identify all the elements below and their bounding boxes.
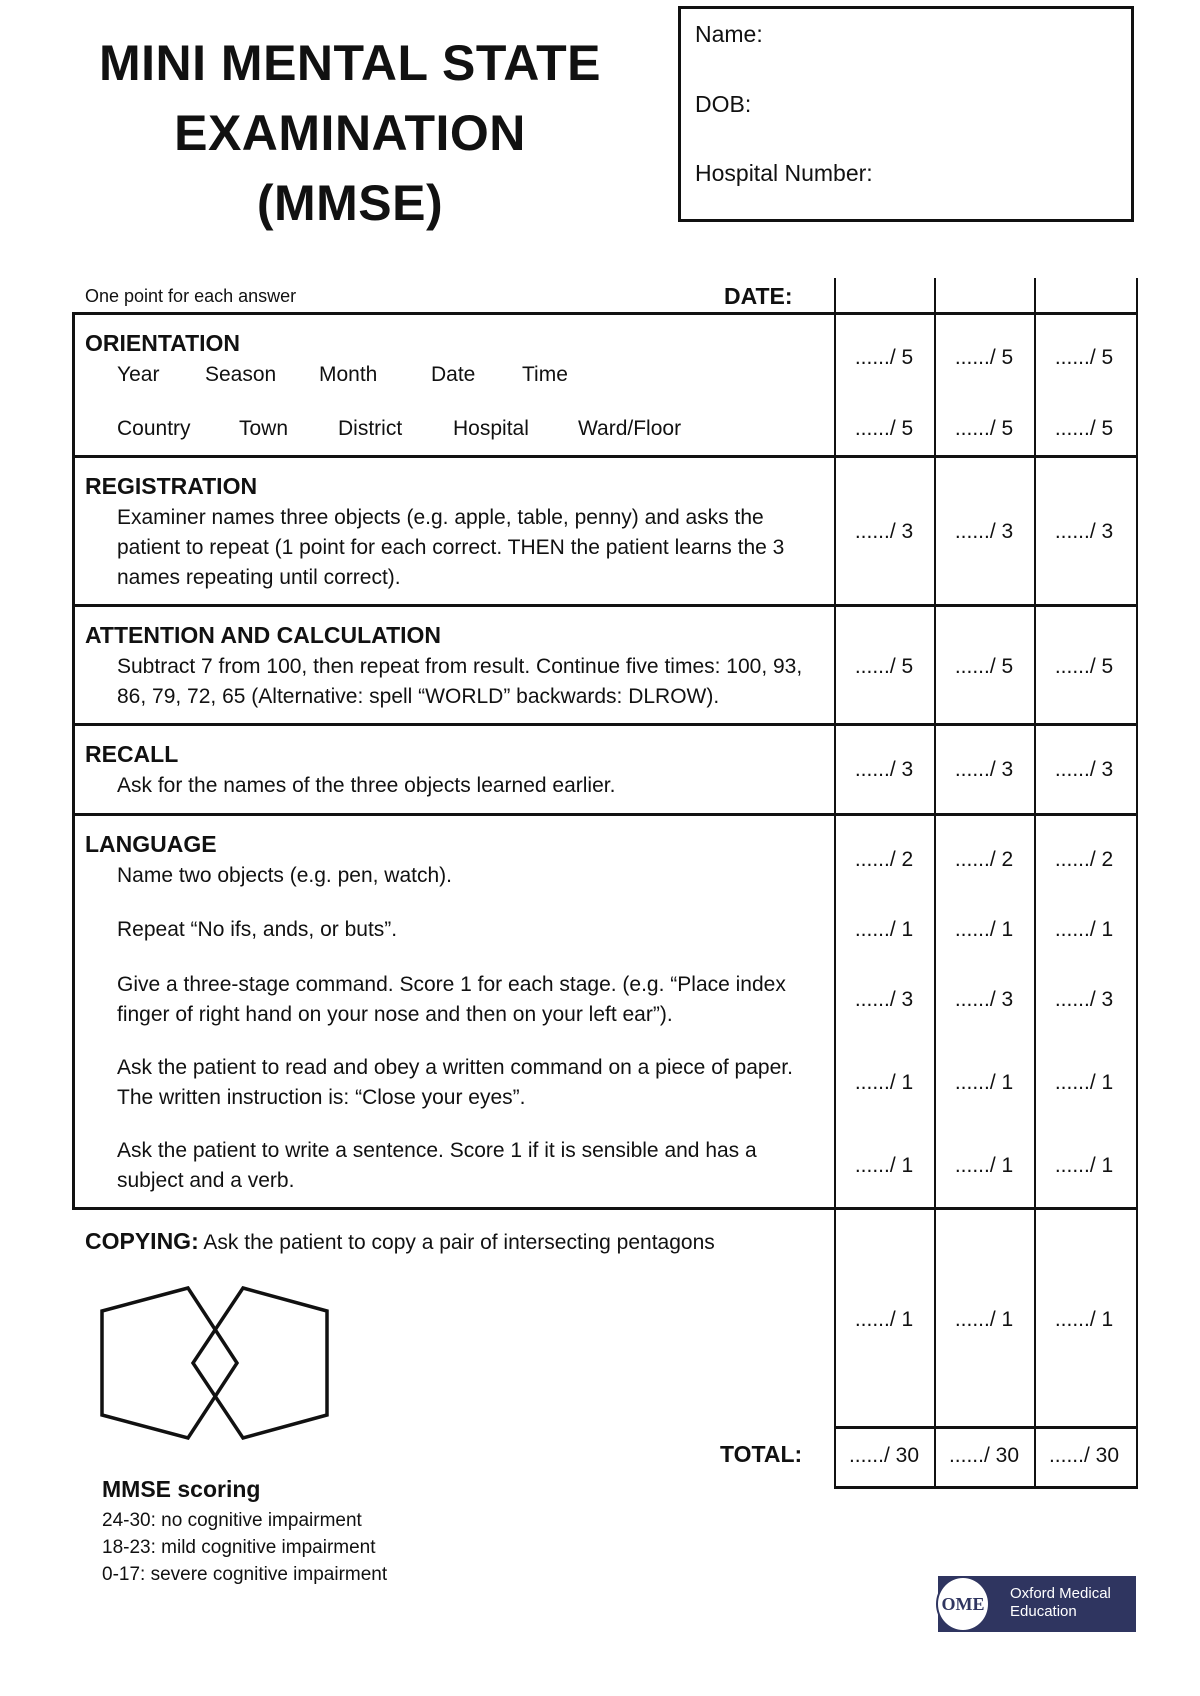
- total-bottom-line: [834, 1486, 1138, 1489]
- language-item-3: Give a three-stage command. Score 1 for each stage. (e.g. “Place index finger of right hand on your nose and then on your left ear”).: [117, 973, 786, 1026]
- word-country: Country: [117, 417, 191, 440]
- title-line-3: (MMSE): [256, 175, 444, 231]
- total-label: TOTAL:: [720, 1441, 803, 1467]
- score-field[interactable]: ....../ 3: [1054, 988, 1114, 1011]
- score-field[interactable]: ....../ 5: [954, 655, 1014, 678]
- scoring-line: 0-17: severe cognitive impairment: [102, 1564, 388, 1585]
- orientation-title: ORIENTATION: [85, 330, 241, 356]
- row-line: [72, 1207, 1138, 1210]
- score-field[interactable]: ....../ 2: [954, 848, 1014, 871]
- word-month: Month: [319, 363, 378, 386]
- oxford-medical-education-logo: [938, 1576, 1136, 1632]
- score-field[interactable]: ....../ 5: [1054, 417, 1114, 440]
- language-item-4: Ask the patient to read and obey a written command on a piece of paper. The written instruction is: “Close your eyes”.: [117, 1056, 793, 1109]
- score-field[interactable]: ....../ 5: [854, 417, 914, 440]
- score-field[interactable]: ....../ 5: [954, 417, 1014, 440]
- total-score-field[interactable]: ....../ 30: [1048, 1444, 1120, 1467]
- score-field[interactable]: ....../ 1: [954, 1154, 1014, 1177]
- word-town: Town: [239, 417, 289, 440]
- row-line: [72, 813, 1138, 816]
- total-score-field[interactable]: ....../ 30: [848, 1444, 920, 1467]
- score-field[interactable]: ....../ 3: [854, 520, 914, 543]
- score-field[interactable]: ....../ 2: [854, 848, 914, 871]
- score-field[interactable]: ....../ 1: [854, 1308, 914, 1331]
- intersecting-pentagons-figure: [96, 1282, 336, 1442]
- language-item-5: Ask the patient to write a sentence. Score 1 if it is sensible and has a subject and a verb.: [117, 1139, 757, 1192]
- score-field[interactable]: ....../ 3: [854, 758, 914, 781]
- copying-title: COPYING:: [85, 1228, 199, 1254]
- score-field[interactable]: ....../ 5: [854, 655, 914, 678]
- score-field[interactable]: ....../ 1: [954, 1071, 1014, 1094]
- logo-mark: OME: [936, 1576, 990, 1632]
- score-field[interactable]: ....../ 5: [1054, 346, 1114, 369]
- row-line: [72, 455, 1138, 458]
- language-item-2: Repeat “No ifs, ands, or buts”.: [117, 918, 398, 941]
- patient-details-box: [678, 6, 1134, 222]
- total-top-line: [834, 1426, 1138, 1429]
- score-field[interactable]: ....../ 1: [954, 1308, 1014, 1331]
- registration-description: Examiner names three objects (e.g. apple, table, penny) and asks the patient to repeat (1 point for each correct. THEN the patient learns the 3 names repeating until correct).: [117, 506, 785, 589]
- recall-description: Ask for the names of the three objects learned earlier.: [117, 774, 616, 797]
- registration-title: REGISTRATION: [85, 473, 258, 499]
- word-district: District: [338, 417, 403, 440]
- word-hospital: Hospital: [453, 417, 529, 440]
- header-note: One point for each answer: [85, 286, 297, 306]
- score-field[interactable]: ....../ 3: [954, 758, 1014, 781]
- score-field[interactable]: ....../ 3: [954, 988, 1014, 1011]
- logo-text: [1010, 1585, 1111, 1621]
- score-field[interactable]: ....../ 1: [1054, 1154, 1114, 1177]
- date-label: DATE:: [724, 283, 793, 309]
- score-field[interactable]: ....../ 3: [1054, 520, 1114, 543]
- recall-title: RECALL: [85, 741, 179, 767]
- pentagon-right: [193, 1288, 327, 1438]
- orientation-row-1: [117, 360, 827, 390]
- word-time: Time: [522, 363, 568, 386]
- hospital-number-field[interactable]: Hospital Number:: [695, 160, 873, 186]
- orientation-row-2: [117, 414, 827, 444]
- copying-line: [85, 1226, 715, 1258]
- dob-field[interactable]: DOB:: [695, 91, 752, 117]
- score-field[interactable]: ....../ 1: [1054, 1308, 1114, 1331]
- score-field[interactable]: ....../ 1: [854, 1071, 914, 1094]
- scoring-line: 18-23: mild cognitive impairment: [102, 1537, 376, 1558]
- logo-line-1: Oxford Medical: [1010, 1585, 1111, 1602]
- score-field[interactable]: ....../ 1: [1054, 1071, 1114, 1094]
- column-divider-4: [1136, 278, 1138, 1488]
- score-field[interactable]: ....../ 1: [954, 918, 1014, 941]
- copying-description: Ask the patient to copy a pair of intersecting pentagons: [203, 1231, 715, 1254]
- score-field[interactable]: ....../ 5: [854, 346, 914, 369]
- scoring-line: 24-30: no cognitive impairment: [102, 1510, 362, 1531]
- logo-line-2: Education: [1010, 1603, 1077, 1620]
- word-season: Season: [205, 363, 277, 386]
- score-field[interactable]: ....../ 5: [1054, 655, 1114, 678]
- total-score-field[interactable]: ....../ 30: [948, 1444, 1020, 1467]
- title-line-1: MINI MENTAL STATE: [99, 35, 601, 91]
- table-left-border: [72, 312, 75, 1208]
- attention-description: Subtract 7 from 100, then repeat from result. Continue five times: 100, 93, 86, 79, 72, 65 (Alternative: spell “WORLD” backwards: DLROW).: [117, 655, 803, 708]
- score-field[interactable]: ....../ 1: [854, 1154, 914, 1177]
- language-item-1: Name two objects (e.g. pen, watch).: [117, 864, 452, 887]
- page-title: [60, 28, 640, 238]
- row-line: [72, 723, 1138, 726]
- attention-title: ATTENTION AND CALCULATION: [85, 622, 442, 648]
- score-field[interactable]: ....../ 1: [1054, 918, 1114, 941]
- score-field[interactable]: ....../ 2: [1054, 848, 1114, 871]
- pentagon-left: [102, 1288, 237, 1438]
- row-line: [72, 312, 1138, 315]
- language-title: LANGUAGE: [85, 831, 217, 857]
- word-ward-floor: Ward/Floor: [578, 417, 682, 440]
- scoring-title: MMSE scoring: [102, 1476, 261, 1502]
- name-field[interactable]: Name:: [695, 21, 763, 47]
- score-field[interactable]: ....../ 3: [854, 988, 914, 1011]
- score-field[interactable]: ....../ 3: [1054, 758, 1114, 781]
- row-line: [72, 604, 1138, 607]
- word-date: Date: [431, 363, 476, 386]
- title-line-2: EXAMINATION: [174, 105, 526, 161]
- score-field[interactable]: ....../ 1: [854, 918, 914, 941]
- score-field[interactable]: ....../ 3: [954, 520, 1014, 543]
- word-year: Year: [117, 363, 160, 386]
- score-field[interactable]: ....../ 5: [954, 346, 1014, 369]
